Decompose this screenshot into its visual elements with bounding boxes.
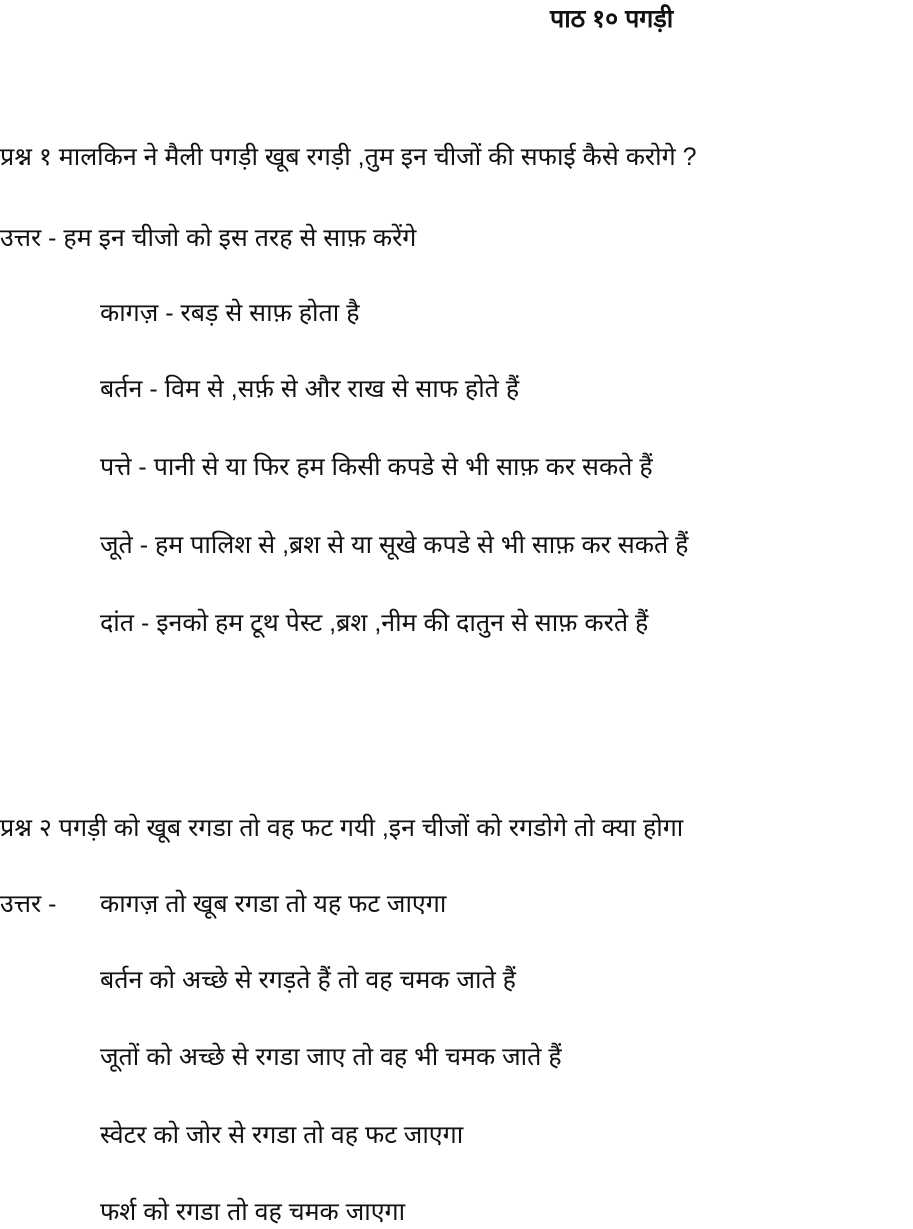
answer-1-item: पत्ते - पानी से या फिर हम किसी कपडे से भी साफ़ कर सकते हैं [100,453,653,481]
answer-1-item: जूते - हम पालिश से ,ब्रश से या सूखे कपडे से भी साफ़ कर सकते हैं [100,531,689,559]
answer-2-item: स्वेटर को जोर से रगडा तो वह फट जाएगा [100,1121,464,1149]
page-title: पाठ १० पगड़ी [550,5,674,33]
answer-1-intro: उत्तर - हम इन चीजो को इस तरह से साफ़ करेंगे [0,224,417,252]
answer-2-item: जूतों को अच्छे से रगडा जाए तो वह भी चमक जाते हैं [100,1043,562,1071]
question-2: प्रश्न २ पगड़ी को खूब रगडा तो वह फट गयी ,इन चीजों को रगडोगे तो क्या होगा [0,814,684,842]
answer-2-item: कागज़ तो खूब रगडा तो यह फट जाएगा [100,890,447,918]
answer-1-item: कागज़ - रबड़ से साफ़ होता है [100,299,360,327]
answer-2-item: बर्तन को अच्छे से रगड़ते हैं तो वह चमक जाते हैं [100,966,516,994]
answer-2-item: फर्श को रगडा तो वह चमक जाएगा [100,1198,406,1226]
answer-1-item: बर्तन - विम से ,सर्फ़ से और राख से साफ होते हैं [100,375,520,403]
question-1: प्रश्न १ मालकिन ने मैली पगड़ी खूब रगड़ी ,तुम इन चीजों की सफाई कैसे करोगे ? [0,143,697,171]
answer-1-item: दांत - इनको हम टूथ पेस्ट ,ब्रश ,नीम की दातुन से साफ़ करते हैं [100,609,649,637]
answer-2-label: उत्तर - [0,890,57,918]
